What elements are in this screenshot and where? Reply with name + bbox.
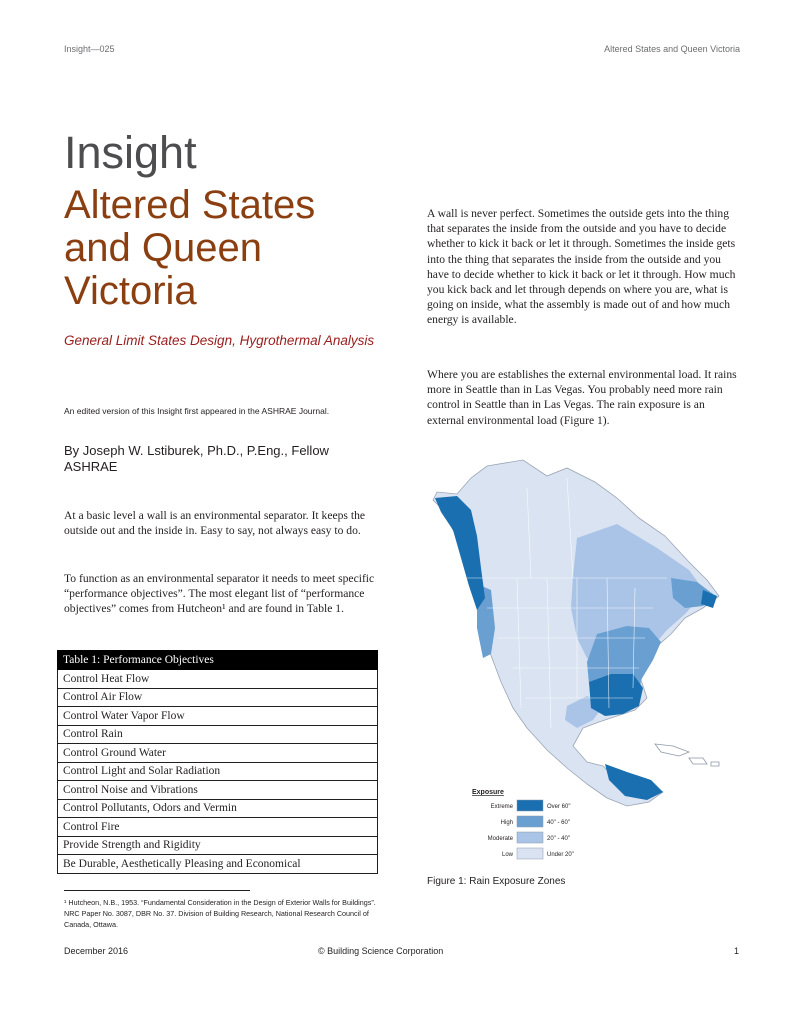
legend-label-high: High [500,820,513,826]
author-byline: By Joseph W. Lstiburek, Ph.D., P.Eng., Fellow ASHRAE [64,443,329,474]
table-cell: Control Heat Flow [58,670,378,689]
page-subtitle: General Limit States Design, Hygrothermal Analysis [64,333,375,348]
legend-label-extreme: Extreme [490,804,513,810]
figure-caption: Figure 1: Rain Exposure Zones [427,876,566,887]
table-row [58,836,378,855]
page-title: Altered States and Queen Victoria [64,183,316,313]
edited-note: An edited version of this Insight first appeared in the ASHRAE Journal. [64,406,330,416]
table-cell: Control Rain [58,725,378,744]
body-paragraph: A wall is never perfect. Sometimes the outside gets into the thing that separates the inside from the outside and you have to decide whether to kick it back or let it through. Sometimes the inside gets into the thing that separates the inside from the outside and you have to decide whether to kick it back or let it through. How much you kick back and let through depends on where you are, what is going on inside, what the assembly is made out of and how much energy is available. [427,207,736,327]
table-row [58,799,378,818]
legend-title: Exposure [472,789,504,796]
legend-label-low: Low [501,852,513,858]
table-cell: Control Pollutants, Odors and Vermin [58,799,378,818]
running-header-right: Altered States and Queen Victoria [604,44,740,54]
footer-date: December 2016 [64,946,129,956]
series-title: Insight [64,127,197,178]
footnote-divider [64,890,250,891]
legend-range-high: 40" - 60" [547,820,570,826]
legend-swatch-extreme [517,800,543,811]
legend-swatch-low [517,848,543,859]
legend-swatch-high [517,816,543,827]
table-row [58,818,378,837]
legend-swatch-moderate [517,832,543,843]
table-cell: Be Durable, Aesthetically Pleasing and Economical [58,855,378,874]
table-title: Table 1: Performance Objectives [58,651,378,670]
body-paragraph: Where you are establishes the external environmental load. It rains more in Seattle than in Las Vegas. You probably need more rain control in Seattle than in Las Vegas. The rain exposure is an external environmental load (Figure 1). [427,368,737,427]
table-cell: Control Fire [58,818,378,837]
table-row [58,855,378,874]
legend-label-moderate: Moderate [487,836,513,842]
caribbean-islands [655,744,719,766]
performance-objectives-table [57,650,378,874]
body-paragraph: To function as an environmental separator it needs to meet specific “performance objectives”. The most elegant list of “performance objectives” comes from Hutcheon¹ and are found in Table 1. [64,572,375,616]
rain-exposure-map [427,458,731,862]
table-cell: Control Water Vapor Flow [58,707,378,726]
table-cell: Control Ground Water [58,744,378,763]
legend-range-extreme: Over 60" [547,804,571,810]
running-header-left: Insight—025 [64,44,115,54]
table-row [58,670,378,689]
table-row [58,762,378,781]
table-cell: Provide Strength and Rigidity [58,836,378,855]
table-cell: Control Noise and Vibrations [58,781,378,800]
footer-copyright: © Building Science Corporation [318,946,444,956]
table-row [58,781,378,800]
table-cell: Control Air Flow [58,688,378,707]
footnote: ¹ Hutcheon, N.B., 1953. “Fundamental Consideration in the Design of Exterior Walls for Buildings”. NRC Paper No. 3087, DBR No. 37. Division of Building Research, National Research Council of Canada, Ottawa. [64,898,376,929]
table-row [58,707,378,726]
table-row [58,688,378,707]
table-cell: Control Light and Solar Radiation [58,762,378,781]
table-row [58,725,378,744]
legend-range-moderate: 20" - 40" [547,836,570,842]
legend-range-low: Under 20" [547,852,574,858]
table-row [58,744,378,763]
page-number: 1 [734,946,740,956]
body-paragraph: At a basic level a wall is an environmental separator. It keeps the outside out and the inside in. Easy to say, not always easy to do. [64,509,366,538]
